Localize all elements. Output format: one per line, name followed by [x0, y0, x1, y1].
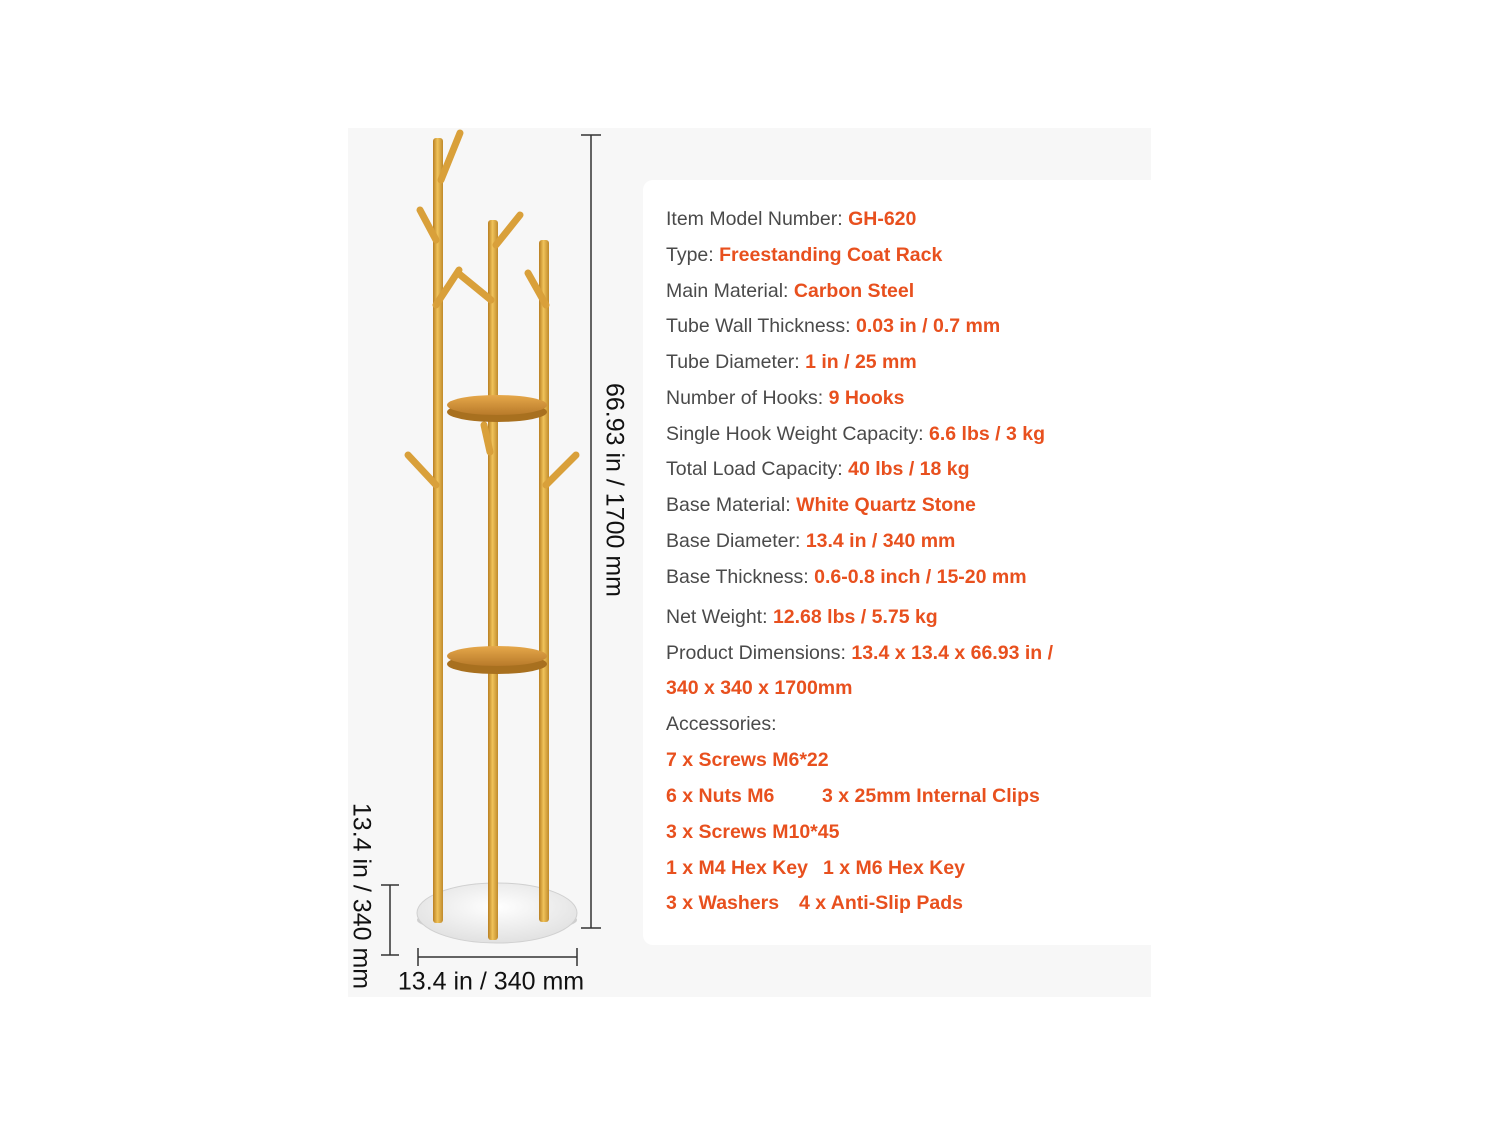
width-dimension-line: [418, 948, 577, 966]
accessory-washers: 3 x Washers: [666, 892, 780, 914]
spec-net-weight: Net Weight: 12.68 lbs / 5.75 kg: [666, 606, 938, 628]
spec-tube-wall-thickness: Tube Wall Thickness: 0.03 in / 0.7 mm: [666, 315, 1001, 337]
accessory-nuts-m6: 6 x Nuts M6: [666, 785, 775, 807]
upper-shelf: [447, 395, 547, 422]
spec-base-thickness: Base Thickness: 0.6-0.8 inch / 15-20 mm: [666, 566, 1027, 588]
spec-type: Type: Freestanding Coat Rack: [666, 244, 943, 266]
spec-product-dimensions-metric: 340 x 340 x 1700mm: [666, 677, 853, 699]
spec-single-hook-capacity: Single Hook Weight Capacity: 6.6 lbs / 3 kg: [666, 423, 1046, 445]
spec-number-of-hooks: Number of Hooks: 9 Hooks: [666, 387, 905, 409]
spec-model-number: Item Model Number: GH-620: [666, 208, 917, 230]
accessory-internal-clips: 3 x 25mm Internal Clips: [822, 785, 1040, 807]
rack-poles: [433, 138, 549, 940]
width-dimension-label: 13.4 in / 340 mm: [397, 967, 585, 996]
accessories-heading: Accessories:: [666, 713, 777, 735]
spec-base-diameter: Base Diameter: 13.4 in / 340 mm: [666, 530, 956, 552]
spec-total-load-capacity: Total Load Capacity: 40 lbs / 18 kg: [666, 458, 970, 480]
spec-base-material: Base Material: White Quartz Stone: [666, 494, 976, 516]
height-dimension-label: 66.93 in / 1700 mm: [600, 382, 629, 598]
spec-main-material: Main Material: Carbon Steel: [666, 280, 915, 302]
lower-shelf: [447, 646, 547, 674]
accessory-screws-m10: 3 x Screws M10*45: [666, 821, 840, 843]
spec-tube-diameter: Tube Diameter: 1 in / 25 mm: [666, 351, 917, 373]
base-height-dimension-line: [381, 885, 399, 955]
base-height-dimension-label: 13.4 in / 340 mm: [347, 802, 376, 990]
accessory-m6-hex-key: 1 x M6 Hex Key: [823, 857, 965, 879]
accessory-m4-hex-key: 1 x M4 Hex Key: [666, 857, 808, 879]
spec-product-dimensions: Product Dimensions: 13.4 x 13.4 x 66.93 in /: [666, 642, 1053, 664]
height-dimension-line: [581, 135, 601, 928]
accessory-anti-slip-pads: 4 x Anti-Slip Pads: [799, 892, 963, 914]
accessory-screws-m6: 7 x Screws M6*22: [666, 749, 829, 771]
